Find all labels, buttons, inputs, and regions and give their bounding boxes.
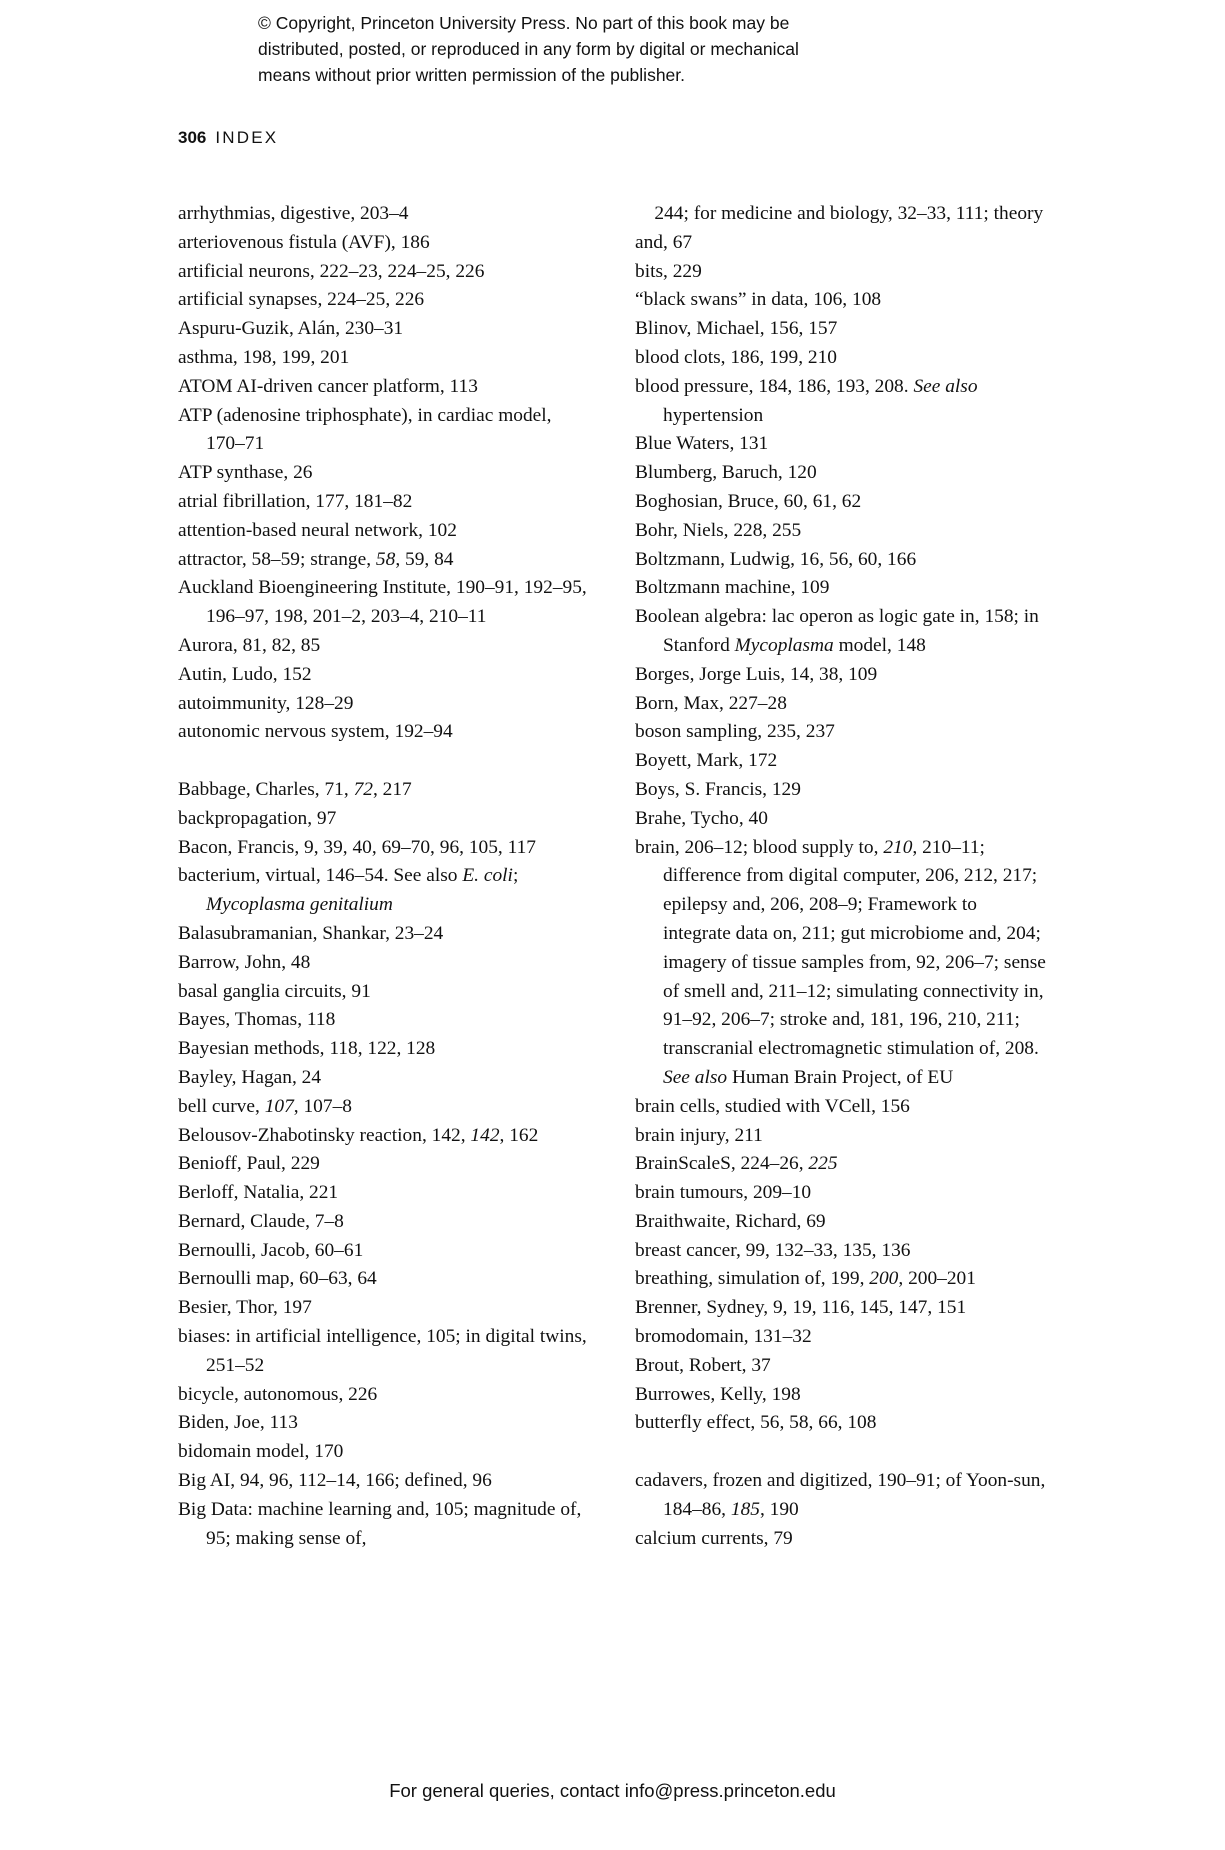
index-entry: ATOM AI-driven cancer platform, 113	[178, 375, 478, 397]
index-entry: calcium currents, 79	[635, 1527, 793, 1549]
index-entry: breathing, simulation of, 199, 200, 200–201	[635, 1268, 976, 1290]
index-entry: Brenner, Sydney, 9, 19, 116, 145, 147, 151	[635, 1297, 967, 1319]
index-entry: butterfly effect, 56, 58, 66, 108	[635, 1412, 877, 1434]
index-entry: breast cancer, 99, 132–33, 135, 136	[635, 1239, 911, 1261]
index-entry: Bernoulli, Jacob, 60–61	[178, 1239, 364, 1261]
index-entry: brain, 206–12; blood supply to, 210, 210–11; difference from digital computer, 206, 212, 217; epilepsy and, 206, 208–9; Framework to integrate data on, 211; gut microbiome and, 204; imagery of tissue samples from, 92, 206–7; sense of smell and, 211–12; simulating connectivity in, 91–92, 206–7; stroke and, 181, 196, 210, 211; transcranial electromagnetic stimulation of, 208. See also Human Brain Project, of EU	[635, 836, 1046, 1088]
index-letter-gap	[635, 1438, 1048, 1467]
index-entry: Bayes, Thomas, 118	[178, 1009, 336, 1031]
index-entry: Boys, S. Francis, 129	[635, 778, 801, 800]
index-entry: attention-based neural network, 102	[178, 519, 457, 541]
index-entry: biases: in artificial intelligence, 105; in digital twins, 251–52	[178, 1326, 587, 1376]
index-entry: Besier, Thor, 197	[178, 1297, 312, 1319]
index-entry: Bayley, Hagan, 24	[178, 1066, 322, 1088]
index-entry: bell curve, 107, 107–8	[178, 1095, 352, 1117]
index-entry: Boltzmann, Ludwig, 16, 56, 60, 166	[635, 548, 917, 570]
index-entry: cadavers, frozen and digitized, 190–91; of Yoon-sun, 184–86, 185, 190	[635, 1470, 1046, 1520]
index-entry: Barrow, John, 48	[178, 951, 311, 973]
index-entry: bromodomain, 131–32	[635, 1326, 812, 1348]
index-entry: autonomic nervous system, 192–94	[178, 721, 453, 743]
index-entry: brain cells, studied with VCell, 156	[635, 1095, 910, 1117]
index-entry: arteriovenous fistula (AVF), 186	[178, 231, 430, 253]
index-entry: Bernoulli map, 60–63, 64	[178, 1268, 377, 1290]
page-header	[178, 128, 278, 148]
index-entry: ATP synthase, 26	[178, 462, 313, 484]
index-letter-gap	[178, 747, 591, 776]
index-entry: Biden, Joe, 113	[178, 1412, 298, 1434]
index-entry: bidomain model, 170	[178, 1441, 344, 1463]
index-entry: Autin, Ludo, 152	[178, 663, 312, 685]
index-entry: Bernard, Claude, 7–8	[178, 1210, 344, 1232]
index-entry: Brout, Robert, 37	[635, 1354, 771, 1376]
index-entry: Braithwaite, Richard, 69	[635, 1210, 826, 1232]
index-entry: Burrowes, Kelly, 198	[635, 1383, 801, 1405]
index-entry: bacterium, virtual, 146–54. See also E. coli; Mycoplasma genitalium	[178, 865, 519, 916]
index-entry: Belousov-Zhabotinsky reaction, 142, 142, 162	[178, 1124, 539, 1146]
index-entry: Bacon, Francis, 9, 39, 40, 69–70, 96, 105, 117	[178, 836, 536, 858]
index-entry: Blumberg, Baruch, 120	[635, 462, 817, 484]
index-entry: Aspuru-Guzik, Alán, 230–31	[178, 318, 404, 340]
index-entry: blood clots, 186, 199, 210	[635, 346, 837, 368]
index-entry: Aurora, 81, 82, 85	[178, 634, 321, 656]
index-column-right	[635, 200, 1048, 1553]
index-entry: Balasubramanian, Shankar, 23–24	[178, 922, 444, 944]
index-entry: Big Data: machine learning and, 105; magnitude of, 95; making sense of,	[178, 1498, 582, 1549]
section-label: INDEX	[215, 128, 279, 147]
index-entry: Benioff, Paul, 229	[178, 1153, 320, 1175]
index-entry: Berloff, Natalia, 221	[178, 1182, 339, 1204]
index-entry: boson sampling, 235, 237	[635, 721, 835, 743]
index-entry: Born, Max, 227–28	[635, 692, 787, 714]
index-entry: ATP (adenosine triphosphate), in cardiac model, 170–71	[178, 404, 552, 455]
index-entry: autoimmunity, 128–29	[178, 692, 354, 714]
index-entry: arrhythmias, digestive, 203–4	[178, 203, 409, 224]
index-entry: Auckland Bioengineering Institute, 190–91, 192–95, 196–97, 198, 201–2, 203–4, 210–11	[178, 577, 587, 628]
index-entry: Bohr, Niels, 228, 255	[635, 519, 802, 541]
index-columns	[178, 200, 1048, 1553]
index-entry: brain tumours, 209–10	[635, 1182, 812, 1204]
index-entry: attractor, 58–59; strange, 58, 59, 84	[178, 548, 454, 570]
index-entry: Babbage, Charles, 71, 72, 217	[178, 778, 412, 800]
index-entry: Boltzmann machine, 109	[635, 577, 830, 599]
index-entry: Blue Waters, 131	[635, 433, 769, 455]
index-entry: Big AI, 94, 96, 112–14, 166; defined, 96	[178, 1470, 492, 1492]
index-entry: Boghosian, Bruce, 60, 61, 62	[635, 490, 862, 512]
index-entry: Brahe, Tycho, 40	[635, 807, 768, 829]
page-footer: For general queries, contact info@press.princeton.edu	[389, 1780, 836, 1801]
index-entry: asthma, 198, 199, 201	[178, 346, 350, 368]
index-column-left	[178, 200, 591, 1553]
index-entry: basal ganglia circuits, 91	[178, 980, 371, 1002]
copyright-line-3: means without prior written permission of the publisher.	[258, 65, 686, 85]
index-entry: artificial neurons, 222–23, 224–25, 226	[178, 260, 485, 282]
index-entry: 244; for medicine and biology, 32–33, 111; theory and, 67	[635, 203, 1044, 253]
copyright-line-1: © Copyright, Princeton University Press. No part of this book may be	[258, 13, 790, 33]
index-entry: Bayesian methods, 118, 122, 128	[178, 1038, 436, 1060]
page-number: 306	[178, 128, 207, 147]
index-entry: Borges, Jorge Luis, 14, 38, 109	[635, 663, 878, 685]
copyright-line-2: distributed, posted, or reproduced in any form by digital or mechanical	[258, 39, 799, 59]
index-entry: Boyett, Mark, 172	[635, 750, 778, 772]
copyright-notice	[258, 10, 958, 88]
index-entry: artificial synapses, 224–25, 226	[178, 289, 425, 311]
index-entry: bits, 229	[635, 260, 702, 282]
index-entry: BrainScaleS, 224–26, 225	[635, 1153, 838, 1175]
index-entry: Boolean algebra: lac operon as logic gate in, 158; in Stanford Mycoplasma model, 148	[635, 606, 1039, 656]
index-entry: “black swans” in data, 106, 108	[635, 289, 882, 311]
index-entry: Blinov, Michael, 156, 157	[635, 318, 838, 340]
index-entry: bicycle, autonomous, 226	[178, 1383, 378, 1405]
index-entry: atrial fibrillation, 177, 181–82	[178, 490, 413, 512]
index-entry: blood pressure, 184, 186, 193, 208. See also hypertension	[635, 375, 978, 426]
index-entry: brain injury, 211	[635, 1124, 763, 1146]
index-entry: backpropagation, 97	[178, 807, 337, 829]
